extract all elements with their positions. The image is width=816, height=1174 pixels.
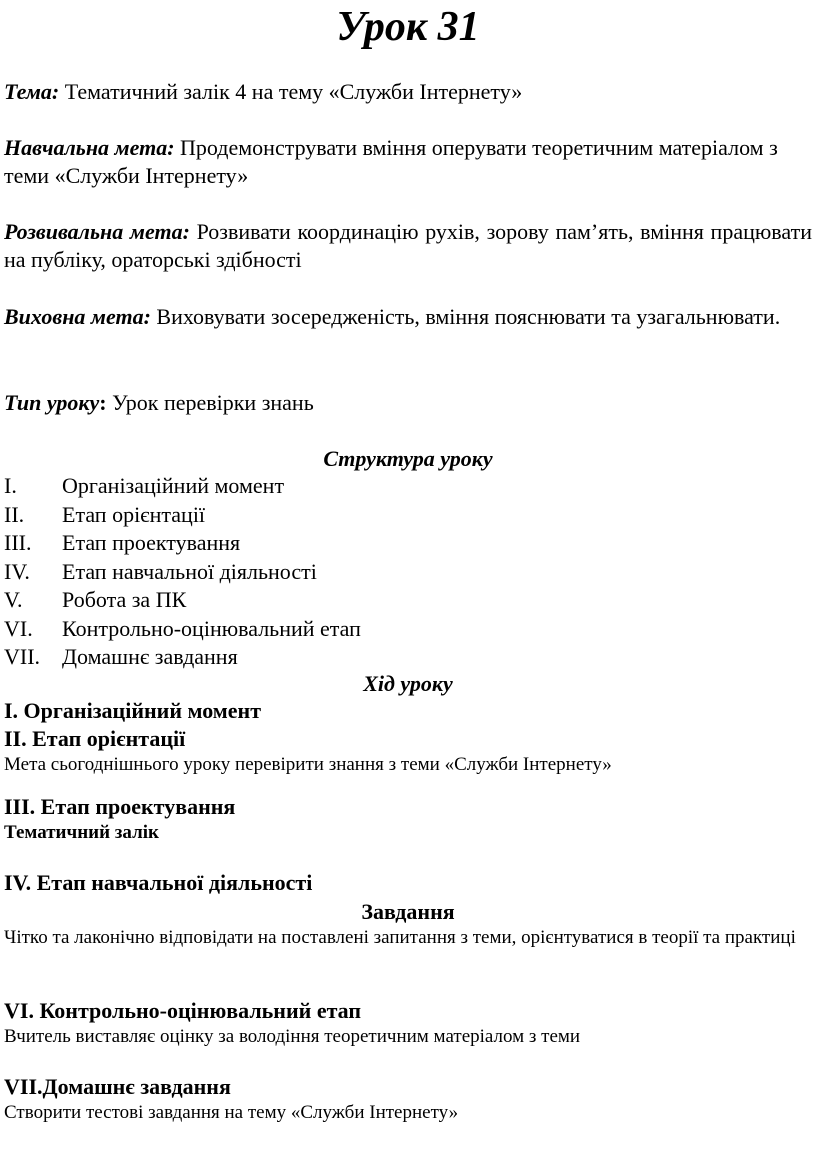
structure-item-number: VII.	[4, 644, 41, 669]
structure-item	[4, 643, 604, 672]
structure-item-text: Організаційний момент	[62, 473, 285, 498]
structure-item	[4, 615, 604, 644]
structure-item-text: Контрольно-оцінювальний етап	[62, 615, 361, 641]
learning-goal-text: Продемонструвати вміння оперувати теоретичним матеріалом з теми «Служби Інтернету»	[4, 135, 778, 188]
lesson-type-colon: :	[99, 390, 107, 415]
structure-item-number: IV.	[4, 558, 30, 584]
structure-item-number: I.	[4, 473, 17, 498]
structure-item-text: Робота за ПК	[62, 587, 187, 612]
section-4-heading: IV. Етап навчальної діяльності	[4, 870, 313, 895]
course-heading: Хід уроку	[363, 671, 453, 696]
section-6-heading: VI. Контрольно-оцінювальний етап	[4, 998, 362, 1023]
structure-item-text: Етап навчальної діяльності	[62, 558, 317, 584]
structure-item	[4, 501, 604, 530]
structure-item-number: V.	[4, 587, 23, 612]
section-6-text: Вчитель виставляє оцінку за володіння теоретичним матеріалом з теми	[4, 1026, 581, 1047]
section-7-text: Створити тестові завдання на тему «Служби Інтернету»	[4, 1102, 459, 1123]
structure-item-text: Етап проектування	[62, 530, 241, 555]
section-3-text: Тематичний залік	[4, 822, 159, 843]
structure-item-text: Етап орієнтації	[62, 501, 206, 527]
structure-item-number: VI.	[4, 615, 33, 641]
educational-goal	[4, 303, 812, 331]
educational-goal-text: Виховувати зосередженість, вміння пояснювати та узагальнювати.	[156, 304, 781, 329]
educational-goal-label: Виховна мета:	[4, 304, 151, 329]
structure-item	[4, 529, 604, 558]
topic-text: Тематичний залік 4 на тему «Служби Інтернету»	[64, 79, 523, 104]
structure-list	[4, 472, 604, 672]
structure-item-text: Домашнє завдання	[62, 644, 238, 669]
section-3-heading: III. Етап проектування	[4, 794, 236, 819]
lesson-type-text: Урок перевірки знань	[112, 390, 314, 415]
developing-goal	[4, 218, 812, 274]
learning-goal-label: Навчальна мета:	[4, 135, 175, 160]
structure-item	[4, 472, 604, 501]
lesson-type-label: Тип уроку	[4, 390, 100, 415]
structure-item	[4, 586, 604, 615]
structure-item	[4, 558, 604, 587]
structure-item-number: II.	[4, 501, 25, 527]
learning-goal	[4, 134, 812, 190]
developing-goal-text: Розвивати координацію рухів, зорову пам’ять, вміння працювати на публіку, ораторські здібності	[4, 219, 812, 272]
section-2-heading: II. Етап орієнтації	[4, 726, 186, 751]
structure-item-number: III.	[4, 530, 32, 555]
section-4-text: Чітко та лаконічно відповідати на поставлені запитання з теми, орієнтуватися в теорії та практиці	[4, 927, 796, 948]
section-2-text: Мета сьогоднішнього уроку перевірити знання з теми «Служби Інтернету»	[4, 754, 612, 775]
section-1-heading: I. Організаційний момент	[4, 698, 262, 723]
topic-line	[4, 78, 812, 106]
lesson-title: Урок 31	[336, 4, 480, 50]
topic-label: Тема:	[4, 79, 60, 104]
section-7-heading: VII.Домашнє завдання	[4, 1074, 231, 1099]
lesson-type	[4, 389, 812, 417]
structure-heading: Структура уроку	[323, 446, 493, 471]
developing-goal-label: Розвивальна мета:	[4, 219, 190, 244]
task-heading: Завдання	[361, 899, 455, 924]
